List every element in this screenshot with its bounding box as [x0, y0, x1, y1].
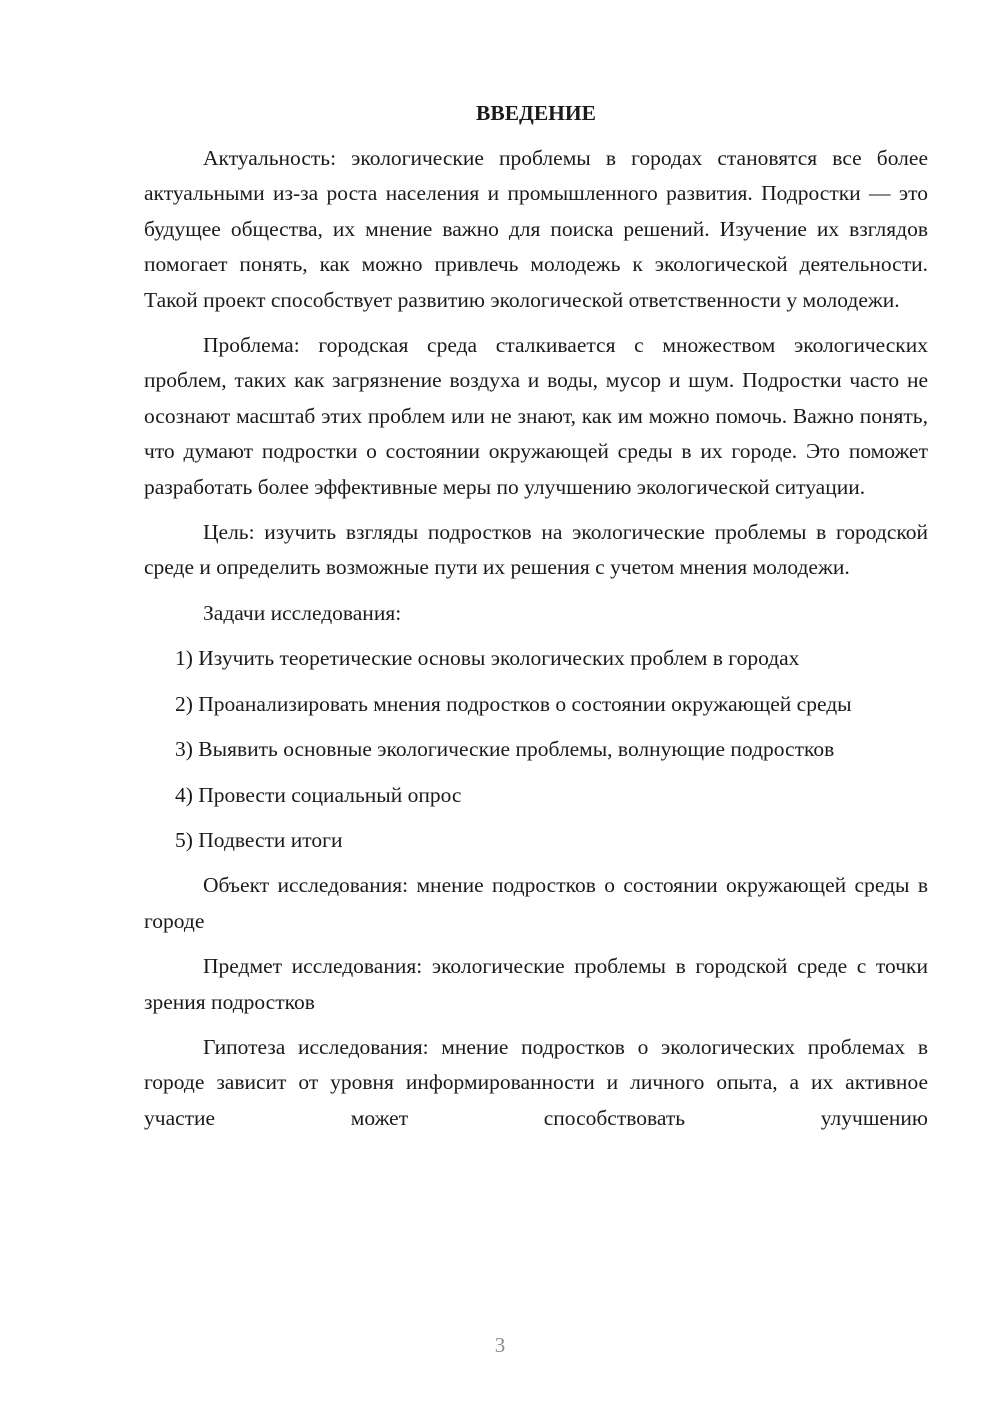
relevance-paragraph: Актуальность: экологические проблемы в городах становятся все более актуальными из-за роста населения и промышленного развития. Подростки — это будущее общества, их мнение важно для поиска решений. Изучение их взглядов помогает понять, как можно привлечь молодежь к экологической деятельности. Такой проект способствует развитию экологической ответственности у молодежи. [144, 146, 928, 312]
subject-paragraph: Предмет исследования: экологические проблемы в городской среде с точки зрения подростков [144, 954, 928, 1014]
problem-paragraph: Проблема: городская среда сталкивается с множеством экологических проблем, таких как загрязнение воздуха и воды, мусор и шум. Подростки часто не осознают масштаб этих проблем или не знают, как им можно помочь. Важно понять, что думают подростки о состоянии окружающей среды в их городе. Это поможет разработать более эффективные меры по улучшению экологической ситуации. [144, 333, 928, 499]
task-item-1: 1) Изучить теоретические основы экологических проблем в городах [175, 646, 800, 671]
section-title: ВВЕДЕНИЕ [476, 101, 596, 125]
task-item-4: 4) Провести социальный опрос [175, 782, 462, 807]
task-item-3: 3) Выявить основные экологические проблемы, волнующие подростков [175, 737, 835, 762]
object-paragraph: Объект исследования: мнение подростков о состоянии окружающей среды в городе [144, 873, 928, 933]
tasks-heading: Задачи исследования: [203, 600, 402, 625]
task-item-5: 5) Подвести итоги [175, 827, 343, 852]
page-number: 3 [494, 1333, 506, 1357]
goal-paragraph: Цель: изучить взгляды подростков на экологические проблемы в городской среде и определить возможные пути их решения с учетом мнения молодежи. [144, 520, 928, 580]
task-item-2: 2) Проанализировать мнения подростков о состоянии окружающей среды [175, 691, 852, 716]
hypothesis-paragraph: Гипотеза исследования: мнение подростков о экологических проблемах в городе зависит от уровня информированности и личного опыта, а их активное участие может способствовать улучшению [144, 1034, 928, 1130]
document-page [144, 96, 928, 1146]
